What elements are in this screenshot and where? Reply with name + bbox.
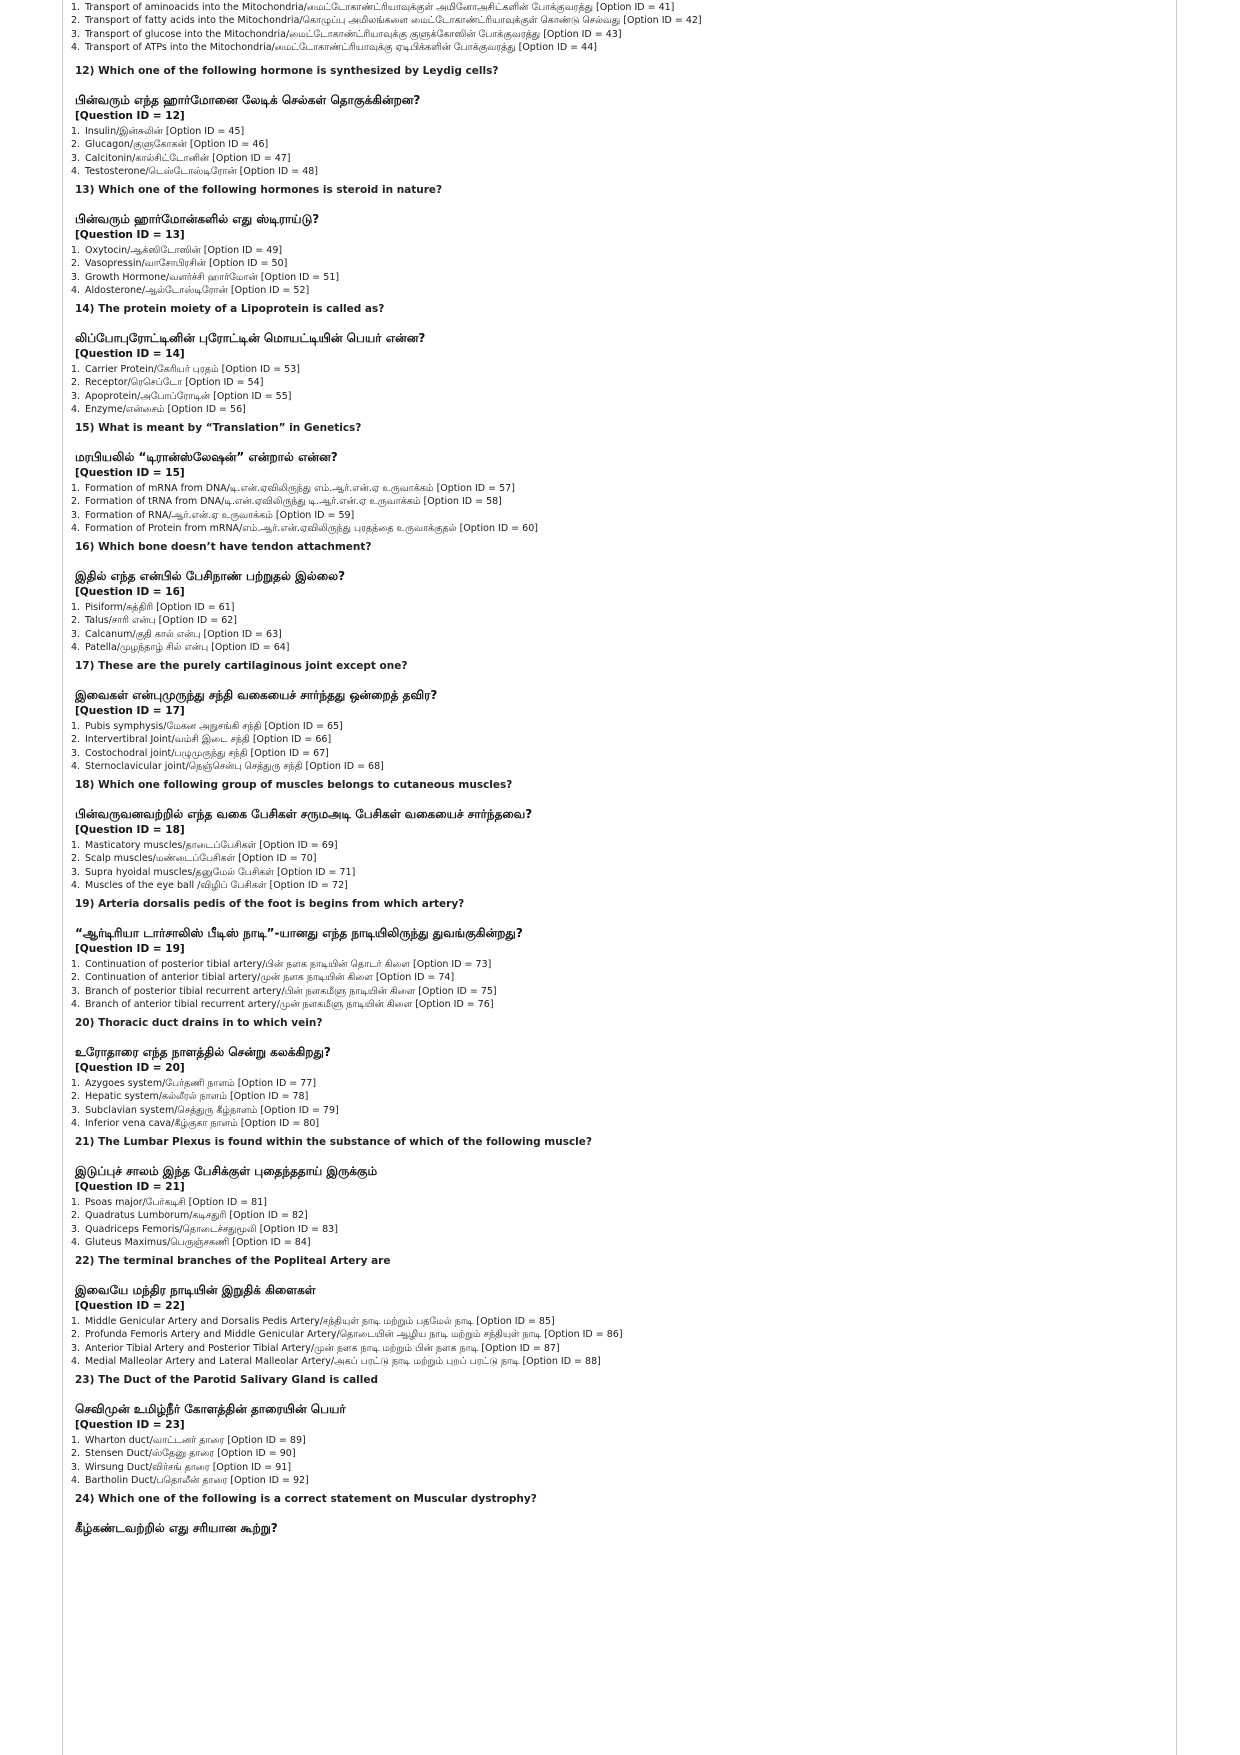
option-number: 4. bbox=[71, 166, 81, 178]
option-text: Psoas major/பேர்கடிசி [Option ID = 81] bbox=[85, 1197, 267, 1208]
option-text: Muscles of the eye ball /விழிப் பேசிகள் [Option ID = 72] bbox=[85, 880, 348, 892]
option-item bbox=[71, 1223, 1161, 1236]
option-number: 2. bbox=[71, 853, 81, 865]
question-id: [Question ID = 21] bbox=[75, 1181, 185, 1193]
option-list bbox=[71, 1196, 1161, 1250]
question-tamil: இதில் எந்த என்பில் பேசிநாண் பற்றுதல் இல்லை? bbox=[75, 569, 346, 583]
option-number: 2. bbox=[71, 258, 81, 270]
option-item bbox=[71, 284, 1161, 297]
question-block bbox=[71, 778, 1161, 893]
option-item bbox=[71, 1090, 1161, 1103]
option-item bbox=[71, 971, 1161, 984]
option-number: 1. bbox=[71, 1078, 81, 1089]
question-block bbox=[71, 1492, 1161, 1536]
option-item bbox=[71, 1355, 1161, 1368]
question-block bbox=[71, 659, 1161, 774]
question-tamil: கீழ்கண்டவற்றில் எது சரியான கூற்று? bbox=[75, 1521, 278, 1535]
option-number: 3. bbox=[71, 1104, 81, 1116]
question-block bbox=[71, 64, 1161, 179]
option-number: 2. bbox=[71, 377, 81, 389]
option-item bbox=[71, 271, 1161, 284]
question-english: 14) The protein moiety of a Lipoprotein is called as? bbox=[75, 303, 385, 315]
option-text: Anterior Tibial Artery and Posterior Tibial Artery/முன் நளக நாடி மற்றும் பின் நளக நாடி [Option ID = 87] bbox=[85, 1342, 560, 1354]
question-block bbox=[71, 183, 1161, 298]
option-number: 4. bbox=[71, 761, 81, 773]
question-block bbox=[71, 1135, 1161, 1250]
question-paper-page bbox=[62, 0, 1177, 1755]
question-block bbox=[71, 1016, 1161, 1131]
question-tamil: செவிமுன் உமிழ்நீர் கோளத்தின் தாரையின் பெயர் bbox=[75, 1402, 346, 1416]
option-item bbox=[71, 1104, 1161, 1117]
option-text: Scalp muscles/மண்டைப்பேசிகள் [Option ID = 70] bbox=[85, 853, 317, 865]
option-text: Middle Genicular Artery and Dorsalis Pedis Artery/சந்தியுள் நாடி மற்றும் பதமேல் நாடி [Option ID = 85] bbox=[85, 1316, 555, 1327]
option-item bbox=[71, 985, 1161, 998]
option-item bbox=[71, 1342, 1161, 1355]
option-text: Aldosterone/ஆல்டோஸ்டிரோன் [Option ID = 52] bbox=[85, 285, 310, 297]
option-list bbox=[71, 244, 1161, 298]
option-list bbox=[71, 839, 1161, 893]
option-text: Hepatic system/கல்லீரல் நாளம் [Option ID = 78] bbox=[85, 1091, 309, 1103]
option-number: 1. bbox=[71, 840, 81, 851]
option-text: Formation of mRNA from DNA/டி.என்.ஏவிலிருந்து எம்.ஆர்.என்.ஏ உருவாக்கம் [Option ID = 57] bbox=[85, 483, 515, 494]
option-item bbox=[71, 1315, 1161, 1328]
option-text: Formation of tRNA from DNA/டி.என்.ஏவிலிருந்து டி.ஆர்.என்.ஏ உருவாக்கம் [Option ID = 58] bbox=[85, 496, 502, 508]
option-list bbox=[71, 1315, 1161, 1369]
option-item bbox=[71, 852, 1161, 865]
option-item bbox=[71, 958, 1161, 971]
question-block bbox=[71, 421, 1161, 536]
option-item bbox=[71, 628, 1161, 641]
option-number: 4. bbox=[71, 1475, 81, 1487]
option-number: 2. bbox=[71, 15, 81, 27]
option-text: Gluteus Maximus/பெருஞ்சகணி [Option ID = 84] bbox=[85, 1237, 311, 1249]
option-text: Transport of aminoacids into the Mitochondria/மைட்டோகாண்ட்ரியாவுக்குள் அமினோஅசிட்களின் போக்குவரத்து [Option ID = 41] bbox=[85, 2, 675, 13]
option-number: 2. bbox=[71, 139, 81, 151]
question-english: 19) Arteria dorsalis pedis of the foot is begins from which artery? bbox=[75, 898, 465, 910]
option-text: Masticatory muscles/தாடைப்பேசிகள் [Option ID = 69] bbox=[85, 840, 338, 851]
option-number: 4. bbox=[71, 642, 81, 654]
question-id: [Question ID = 20] bbox=[75, 1062, 185, 1074]
question-tamil: பின்வரும் ஹார்மோன்களில் எது ஸ்டிராய்டு? bbox=[75, 212, 320, 226]
option-item bbox=[71, 839, 1161, 852]
continued-options-list bbox=[71, 1, 1161, 55]
question-english: 24) Which one of the following is a correct statement on Muscular dystrophy? bbox=[75, 1493, 537, 1505]
option-number: 1. bbox=[71, 602, 81, 613]
question-id: [Question ID = 12] bbox=[75, 110, 185, 122]
option-item bbox=[71, 1474, 1161, 1487]
option-number: 2. bbox=[71, 1210, 81, 1222]
question-id: [Question ID = 22] bbox=[75, 1300, 185, 1312]
option-number: 2. bbox=[71, 1091, 81, 1103]
question-id: [Question ID = 19] bbox=[75, 943, 185, 955]
question-english: 23) The Duct of the Parotid Salivary Gland is called bbox=[75, 1374, 379, 1386]
option-item bbox=[71, 1461, 1161, 1474]
option-number: 4. bbox=[71, 523, 81, 535]
option-item bbox=[71, 244, 1161, 257]
option-number: 1. bbox=[71, 959, 81, 970]
option-item bbox=[71, 363, 1161, 376]
option-number: 2. bbox=[71, 972, 81, 984]
question-id: [Question ID = 23] bbox=[75, 1419, 185, 1431]
option-item bbox=[71, 601, 1161, 614]
option-number: 1. bbox=[71, 1435, 81, 1446]
option-item bbox=[71, 1117, 1161, 1130]
option-text: Transport of ATPs into the Mitochondria/மைட்டோகாண்ட்ரியாவுக்கு ஏடிபிக்களின் போக்குவரத்து [Option ID = 44] bbox=[85, 42, 597, 54]
option-text: Wharton duct/வாட்டனர் தாரை [Option ID = 89] bbox=[85, 1435, 306, 1446]
option-text: Carrier Protein/கேரியர் புரதம் [Option ID = 53] bbox=[85, 364, 300, 375]
option-text: Glucagon/குளுகோகன் [Option ID = 46] bbox=[85, 139, 269, 151]
option-item bbox=[71, 1, 1161, 14]
option-text: Testosterone/டெஸ்டோஸ்டிரோன் [Option ID = 48] bbox=[85, 166, 319, 178]
option-number: 1. bbox=[71, 2, 81, 13]
question-id: [Question ID = 15] bbox=[75, 467, 185, 479]
option-number: 1. bbox=[71, 1197, 81, 1208]
option-number: 3. bbox=[71, 1223, 81, 1235]
question-tamil: இவையே மந்திர நாடியின் இறுதிக் கிளைகள் bbox=[75, 1283, 316, 1297]
question-block bbox=[71, 540, 1161, 655]
option-number: 4. bbox=[71, 1118, 81, 1130]
option-item bbox=[71, 720, 1161, 733]
question-tamil: பின்வரும் எந்த ஹார்மோனை லேடிக் செல்கள் தொகுக்கின்றன? bbox=[75, 93, 421, 107]
option-number: 2. bbox=[71, 615, 81, 627]
option-text: Oxytocin/ஆக்ஸிடோஸின் [Option ID = 49] bbox=[85, 245, 283, 256]
option-list bbox=[71, 958, 1161, 1012]
option-item bbox=[71, 522, 1161, 535]
option-text: Quadriceps Femoris/தொடைச்சதுமூலி [Option ID = 83] bbox=[85, 1223, 338, 1235]
option-list bbox=[71, 482, 1161, 536]
option-number: 4. bbox=[71, 285, 81, 297]
question-block bbox=[71, 1254, 1161, 1369]
question-english: 20) Thoracic duct drains in to which vein? bbox=[75, 1017, 323, 1029]
option-number: 1. bbox=[71, 721, 81, 732]
question-tamil: உரோதாரை எந்த நாளத்தில் சென்று கலக்கிறது? bbox=[75, 1045, 331, 1059]
option-item bbox=[71, 14, 1161, 27]
option-number: 2. bbox=[71, 1448, 81, 1460]
option-item bbox=[71, 733, 1161, 746]
option-text: Formation of RNA/ஆர்.என்.ஏ உருவாக்கம் [Option ID = 59] bbox=[85, 509, 355, 521]
option-item bbox=[71, 1236, 1161, 1249]
option-text: Branch of posterior tibial recurrent artery/பின் நளகமீளு நாடியின் கிளை [Option ID = 75] bbox=[85, 985, 497, 997]
option-number: 1. bbox=[71, 483, 81, 494]
option-text: Vasopressin/வாசோபிரசின் [Option ID = 50] bbox=[85, 258, 288, 270]
option-number: 3. bbox=[71, 628, 81, 640]
question-english: 21) The Lumbar Plexus is found within the substance of which of the following muscle? bbox=[75, 1136, 592, 1148]
option-item bbox=[71, 495, 1161, 508]
option-item bbox=[71, 403, 1161, 416]
option-item bbox=[71, 152, 1161, 165]
question-english: 22) The terminal branches of the Popliteal Artery are bbox=[75, 1255, 391, 1267]
option-text: Continuation of posterior tibial artery/பின் நளக நாடியின் தொடர் கிளை [Option ID = 73] bbox=[85, 959, 492, 970]
option-item bbox=[71, 257, 1161, 270]
option-text: Wirsung Duct/விர்சங் தாரை [Option ID = 91] bbox=[85, 1461, 292, 1473]
option-text: Receptor/ரெசெப்டோ [Option ID = 54] bbox=[85, 377, 264, 389]
question-english: 17) These are the purely cartilaginous joint except one? bbox=[75, 660, 408, 672]
option-text: Inferior vena cava/கீழ்குகா நாளம் [Option ID = 80] bbox=[85, 1118, 320, 1130]
option-list bbox=[71, 1, 1161, 55]
option-item bbox=[71, 1328, 1161, 1341]
option-text: Quadratus Lumborum/கடிசதுரி [Option ID = 82] bbox=[85, 1210, 308, 1222]
option-text: Talus/சாரி என்பு [Option ID = 62] bbox=[85, 615, 237, 627]
option-text: Formation of Protein from mRNA/எம்.ஆர்.என்.ஏவிலிருந்து புரதத்தை உருவாக்குதல் [Option ID = 60] bbox=[85, 523, 538, 535]
option-text: Stensen Duct/ஸ்தேனு தாரை [Option ID = 90] bbox=[85, 1448, 296, 1460]
option-number: 3. bbox=[71, 1461, 81, 1473]
question-id: [Question ID = 14] bbox=[75, 348, 185, 360]
option-number: 1. bbox=[71, 364, 81, 375]
option-item bbox=[71, 1434, 1161, 1447]
option-text: Supra hyoidal muscles/தனுமேல் பேசிகள் [Option ID = 71] bbox=[85, 866, 356, 878]
question-block bbox=[71, 302, 1161, 417]
option-text: Pubis symphysis/மேகன அநுசங்கி சந்தி [Option ID = 65] bbox=[85, 721, 343, 732]
option-list bbox=[71, 125, 1161, 179]
option-text: Transport of glucose into the Mitochondria/மைட்டோகாண்ட்ரியாவுக்கு குளுக்கோஸின் போக்குவரத்து [Option ID = 43] bbox=[85, 28, 622, 40]
option-text: Growth Hormone/வளர்ச்சி ஹார்மோன் [Option ID = 51] bbox=[85, 271, 340, 283]
option-text: Calcitonin/கால்சிட்டோனின் [Option ID = 47] bbox=[85, 152, 291, 164]
option-number: 3. bbox=[71, 509, 81, 521]
option-number: 4. bbox=[71, 880, 81, 892]
option-list bbox=[71, 1434, 1161, 1488]
option-list bbox=[71, 363, 1161, 417]
option-text: Azygoes system/பேர்தணி நாளம் [Option ID = 77] bbox=[85, 1078, 317, 1089]
option-number: 3. bbox=[71, 390, 81, 402]
option-item bbox=[71, 28, 1161, 41]
question-block bbox=[71, 1373, 1161, 1488]
option-text: Intervertibral Joint/வம்சி இடை சந்தி [Option ID = 66] bbox=[85, 734, 332, 746]
option-number: 1. bbox=[71, 126, 81, 137]
option-item bbox=[71, 641, 1161, 654]
question-id: [Question ID = 17] bbox=[75, 705, 185, 717]
option-item bbox=[71, 747, 1161, 760]
option-text: Pisiform/சுத்திரி [Option ID = 61] bbox=[85, 602, 235, 613]
option-text: Costochodral joint/பழுமுருந்து சந்தி [Option ID = 67] bbox=[85, 747, 329, 759]
option-item bbox=[71, 376, 1161, 389]
option-number: 3. bbox=[71, 28, 81, 40]
option-number: 4. bbox=[71, 999, 81, 1011]
question-id: [Question ID = 16] bbox=[75, 586, 185, 598]
option-number: 3. bbox=[71, 747, 81, 759]
option-item bbox=[71, 509, 1161, 522]
question-tamil: பின்வருவனவற்றில் எந்த வகை பேசிகள் சருமஅடி பேசிகள் வகையைச் சார்ந்தவை? bbox=[75, 807, 533, 821]
option-item bbox=[71, 482, 1161, 495]
option-number: 4. bbox=[71, 1237, 81, 1249]
option-item bbox=[71, 390, 1161, 403]
option-text: Continuation of anterior tibial artery/முன் நளக நாடியின் கிளை [Option ID = 74] bbox=[85, 972, 455, 984]
option-text: Medial Malleolar Artery and Lateral Malleolar Artery/அகப் பரட்டு நாடி மற்றும் புறப் பரட்டு நாடி [Option ID = 88] bbox=[85, 1356, 601, 1368]
option-item bbox=[71, 614, 1161, 627]
option-text: Patella/முழந்தாழ் சில் என்பு [Option ID = 64] bbox=[85, 642, 290, 654]
option-text: Profunda Femoris Artery and Middle Genicular Artery/தொடையின் ஆழிய நாடி மற்றும் சந்தியுள் நாடி [Option ID = 86] bbox=[85, 1329, 623, 1341]
option-text: Insulin/இன்சுலின் [Option ID = 45] bbox=[85, 126, 245, 137]
option-item bbox=[71, 879, 1161, 892]
option-number: 1. bbox=[71, 245, 81, 256]
option-text: Calcanum/குதி கால் என்பு [Option ID = 63] bbox=[85, 628, 282, 640]
option-item bbox=[71, 41, 1161, 54]
option-item bbox=[71, 866, 1161, 879]
question-tamil: “ஆர்டிரியா டார்சாலிஸ் பீடிஸ் நாடி”-யானது எந்த நாடியிலிருந்து துவங்குகின்றது? bbox=[75, 926, 523, 940]
option-item bbox=[71, 1077, 1161, 1090]
option-item bbox=[71, 165, 1161, 178]
question-id: [Question ID = 13] bbox=[75, 229, 185, 241]
option-text: Apoprotein/அபோப்ரோடின் [Option ID = 55] bbox=[85, 390, 292, 402]
option-text: Bartholin Duct/பதொலீன் தாரை [Option ID = 92] bbox=[85, 1475, 309, 1487]
option-number: 1. bbox=[71, 1316, 81, 1327]
option-number: 2. bbox=[71, 734, 81, 746]
option-list bbox=[71, 1077, 1161, 1131]
option-number: 3. bbox=[71, 1342, 81, 1354]
option-number: 3. bbox=[71, 866, 81, 878]
question-block bbox=[71, 897, 1161, 1012]
option-number: 4. bbox=[71, 42, 81, 54]
option-item bbox=[71, 1447, 1161, 1460]
option-text: Sternoclavicular joint/நெஞ்சென்பு செத்துரு சந்தி [Option ID = 68] bbox=[85, 761, 384, 773]
question-id: [Question ID = 18] bbox=[75, 824, 185, 836]
option-item bbox=[71, 1209, 1161, 1222]
option-text: Subclavian system/செத்துரு கீழ்நாளம் [Option ID = 79] bbox=[85, 1104, 339, 1116]
option-item bbox=[71, 138, 1161, 151]
question-english: 13) Which one of the following hormones is steroid in nature? bbox=[75, 184, 443, 196]
option-list bbox=[71, 601, 1161, 655]
option-list bbox=[71, 720, 1161, 774]
option-number: 3. bbox=[71, 271, 81, 283]
option-item bbox=[71, 998, 1161, 1011]
option-item bbox=[71, 1196, 1161, 1209]
option-text: Transport of fatty acids into the Mitochondria/கொழுப்பு அமிலங்களை மைட்டோகாண்ட்ரியாவுக்குள் கொண்டு செல்வது [Option ID = 42] bbox=[85, 15, 702, 27]
question-tamil: லிப்போபுரோட்டினின் புரோட்டின் மொயட்டியின் பெயர் என்ன? bbox=[75, 331, 426, 345]
option-number: 2. bbox=[71, 1329, 81, 1341]
option-item bbox=[71, 125, 1161, 138]
question-english: 18) Which one following group of muscles belongs to cutaneous muscles? bbox=[75, 779, 513, 791]
question-tamil: இடுப்புச் சாலம் இந்த பேசிக்குள் புதைந்ததாய் இருக்கும் bbox=[75, 1164, 378, 1178]
option-item bbox=[71, 760, 1161, 773]
option-text: Branch of anterior tibial recurrent artery/முன் நளகமீளு நாடியின் கிளை [Option ID = 76] bbox=[85, 999, 494, 1011]
question-english: 16) Which bone doesn’t have tendon attachment? bbox=[75, 541, 372, 553]
question-english: 15) What is meant by “Translation” in Genetics? bbox=[75, 422, 362, 434]
option-number: 2. bbox=[71, 496, 81, 508]
option-number: 4. bbox=[71, 1356, 81, 1368]
option-number: 4. bbox=[71, 404, 81, 416]
option-text: Enzyme/என்சைம் [Option ID = 56] bbox=[85, 404, 246, 416]
question-tamil: இவைகள் என்புமுருந்து சந்தி வகையைச் சார்ந்தது ஒன்றைத் தவிர? bbox=[75, 688, 438, 702]
question-tamil: மரபியலில் “டிரான்ஸ்லேஷன்” என்றால் என்ன? bbox=[75, 450, 338, 464]
option-number: 3. bbox=[71, 985, 81, 997]
option-number: 3. bbox=[71, 152, 81, 164]
question-english: 12) Which one of the following hormone is synthesized by Leydig cells? bbox=[75, 65, 499, 77]
